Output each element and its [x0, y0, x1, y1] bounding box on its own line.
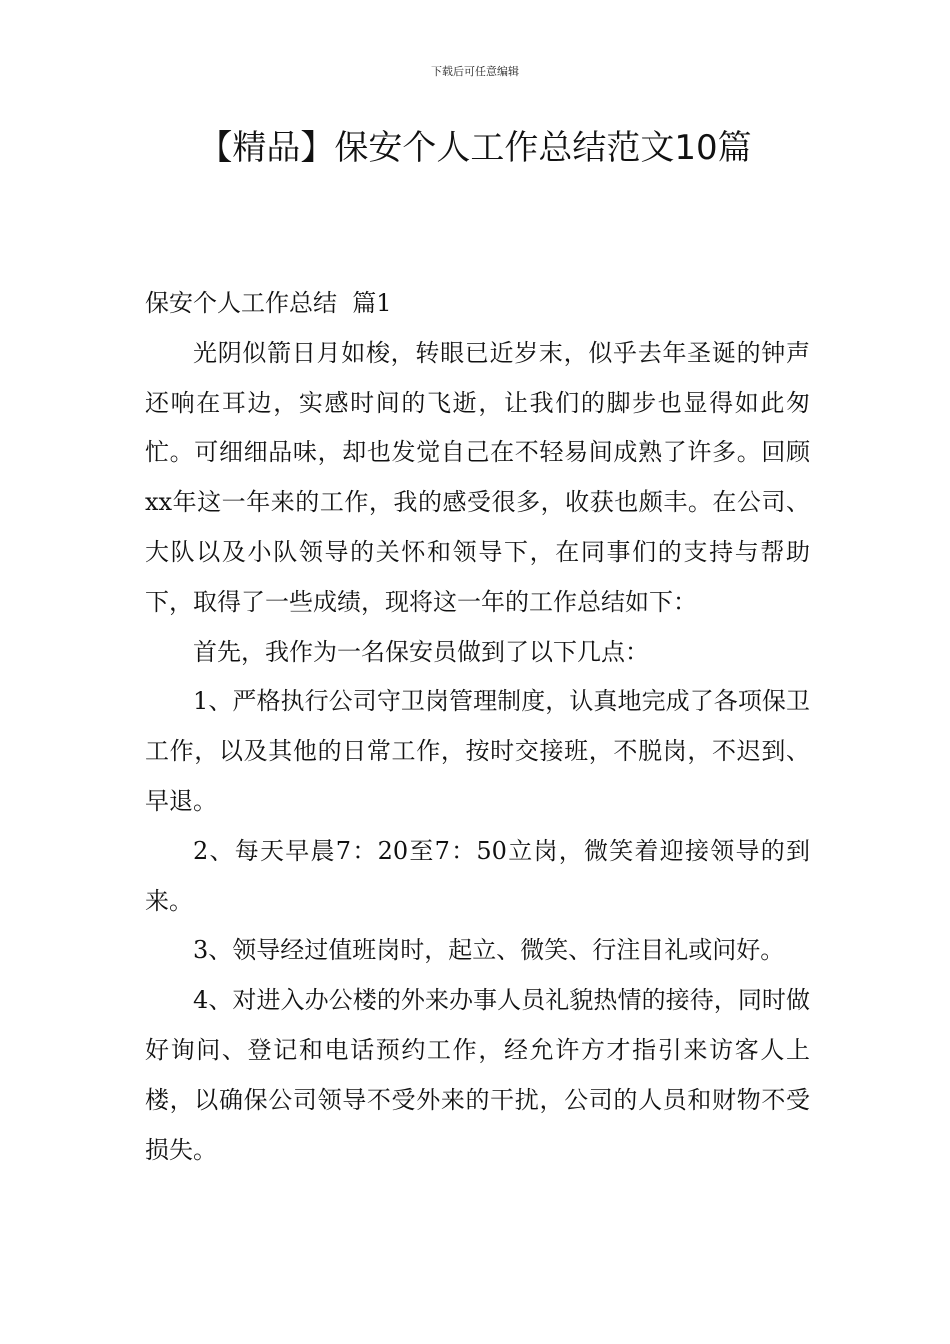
paragraph: 1、严格执行公司守卫岗管理制度，认真地完成了各项保卫工作，以及其他的日常工作，按时交接班，不脱岗，不迟到、早退。	[145, 687, 810, 815]
paragraph: 2、每天早晨7：20至7：50立岗，微笑着迎接领导的到来。	[145, 836, 810, 915]
header-note: 下载后可任意编辑	[431, 65, 519, 78]
section-heading: 保安个人工作总结 篇1	[145, 289, 392, 317]
paragraph: 4、对进入办公楼的外来办事人员礼貌热情的接待，同时做好询问、登记和电话预约工作，经允许方才指引来访客人上楼，以确保公司领导不受外来的干扰，公司的人员和财物不受损失。	[145, 986, 810, 1164]
paragraph: 3、领导经过值班岗时，起立、微笑、行注目礼或问好。	[193, 936, 785, 965]
document-title: 【精品】保安个人工作总结范文10篇	[198, 128, 752, 168]
paragraph: 光阴似箭日月如梭，转眼已近岁末，似乎去年圣诞的钟声还响在耳边，实感时间的飞逝，让我们的脚步也显得如此匆忙。可细细品味，却也发觉自己在不轻易间成熟了许多。回顾xx年这一年来的工作，我的感受很多，收获也颇丰。在公司、大队以及小队领导的关怀和领导下，在同事们的支持与帮助下，取得了一些成绩，现将这一年的工作总结如下：	[145, 338, 810, 616]
paragraph: 首先，我作为一名保安员做到了以下几点：	[193, 637, 649, 666]
document-body	[145, 279, 810, 1175]
